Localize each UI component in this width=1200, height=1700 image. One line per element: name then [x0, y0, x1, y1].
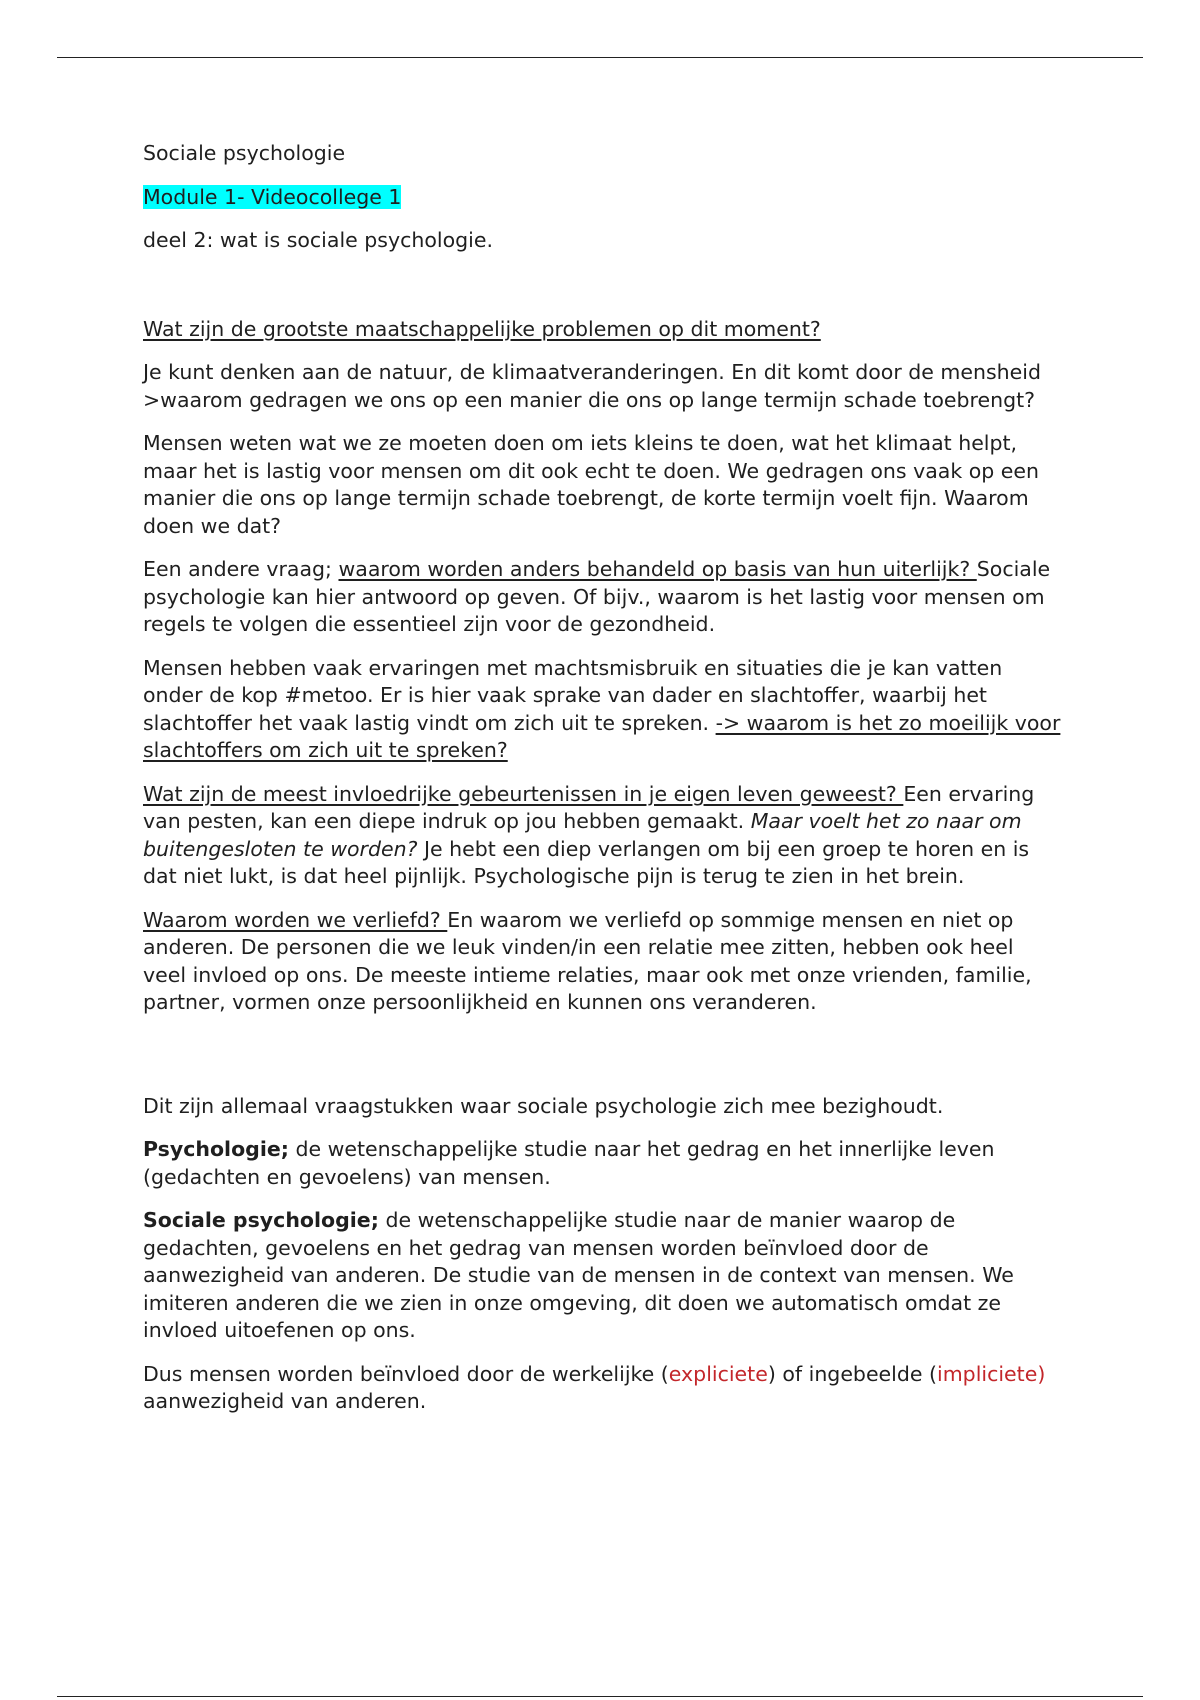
paragraph-4-text: Mensen hebben vaak ervaringen met machtsmisbruik en situaties die je kan vatten onder de kop #metoo. Er is hier vaak sprake van dader en slachtoffer, waarbij het slachtoffer het vaak lastig vindt om zich uit te spreken. [143, 655, 1003, 735]
paragraph-6-text: En waarom we verliefd op sommige mensen en niet op anderen. De personen die we leuk vinden/in een relatie mee zitten, hebben ook heel veel invloed op ons. De meeste intieme relaties, maar ook met onze vrienden, familie, partner, vormen onze persoonlijkheid en kunnen ons veranderen. [143, 907, 1032, 1014]
header-rule [57, 57, 1143, 58]
main-question [143, 316, 1063, 344]
paragraph-7: Dit zijn allemaal vraagstukken waar sociale psychologie zich mee bezighoudt. [143, 1093, 944, 1118]
footer-rule [57, 1696, 1143, 1697]
document-body [143, 140, 1063, 1432]
explicit-term: expliciete [668, 1361, 768, 1386]
part-heading: deel 2: wat is sociale psychologie. [143, 228, 493, 252]
paragraph-6-question: Waarom worden we verliefd? [143, 907, 448, 932]
paragraph-4-question: -> waarom is het zo moeilijk voor slachtoffers om zich uit te spreken? [143, 710, 1061, 762]
paragraph-8 [143, 1361, 1063, 1416]
paragraph-5-rest: Je hebt een diep verlangen om bij een groep te horen en is dat niet lukt, is dat heel pijnlijk. Psychologische pijn is terug te zien in het brein. [143, 836, 1030, 888]
definition-sociale-psychologie [143, 1207, 1063, 1345]
module-highlight: Module 1- Videocollege 1 [143, 184, 402, 209]
paragraph-8-c: aanwezigheid van anderen. [143, 1389, 427, 1413]
paragraph-3-question: waarom worden anders behandeld op basis van hun uiterlijk? [338, 557, 977, 581]
definition-term: Sociale psychologie; [143, 1208, 379, 1232]
module-heading [143, 184, 1063, 212]
definition-term: Psychologie; [143, 1137, 289, 1161]
paragraph-3-rest: Sociale psychologie kan hier antwoord op geven. Of bijv., waarom is het lastig voor mensen om regels te volgen die essentieel zijn voor de gezondheid. [143, 557, 1051, 636]
spacer [143, 271, 1063, 316]
paragraph-8-b: ) of ingebeelde ( [767, 1361, 938, 1386]
paragraph-1: Je kunt denken aan de natuur, de klimaatveranderingen. En dit komt door de mensheid >waarom gedragen we ons op een manier die ons op lange termijn schade toebrengt? [143, 360, 1041, 412]
definition-text: de wetenschappelijke studie naar de manier waarop de gedachten, gevoelens en het gedrag van mensen worden beïnvloed door de aanwezigheid van anderen. De studie van de mensen in de context van mensen. We imiteren anderen die we zien in onze omgeving, dit doen we automatisch omdat ze invloed uitoefenen op ons. [143, 1208, 1014, 1342]
definition-text: de wetenschappelijke studie naar het gedrag en het innerlijke leven (gedachten en gevoelens) van mensen. [143, 1137, 995, 1189]
paragraph-5-text: Een ervaring van pesten, kan een diepe indruk op jou hebben gemaakt. [143, 781, 1035, 833]
main-question-text: Wat zijn de grootste maatschappelijke problemen op dit moment? [143, 316, 821, 341]
paragraph-4 [143, 655, 1063, 765]
paragraph-5-italic: Maar voelt het zo naar om buitengesloten te worden? [143, 809, 1022, 861]
doc-title: Sociale psychologie [143, 141, 346, 165]
paragraph-3-intro: Een andere vraag; [143, 557, 339, 581]
paragraph-8-a: Dus mensen worden beïnvloed door de werkelijke ( [143, 1361, 669, 1386]
paragraph-5-question: Wat zijn de meest invloedrijke gebeurtenissen in je eigen leven geweest? [143, 781, 904, 806]
paragraph-3 [143, 556, 1063, 639]
paragraph-5 [143, 781, 1063, 891]
paragraph-6 [143, 907, 1063, 1017]
implicit-term: impliciete) [937, 1361, 1046, 1386]
paragraph-2: Mensen weten wat we ze moeten doen om iets kleins te doen, wat het klimaat helpt, maar het is lastig voor mensen om dit ook echt te doen. We gedragen ons vaak op een manier die ons op lange termijn schade toebrengt, de korte termijn voelt fijn. Waarom doen we dat? [143, 431, 1040, 538]
spacer [143, 1033, 1063, 1093]
definition-psychologie [143, 1136, 1063, 1191]
